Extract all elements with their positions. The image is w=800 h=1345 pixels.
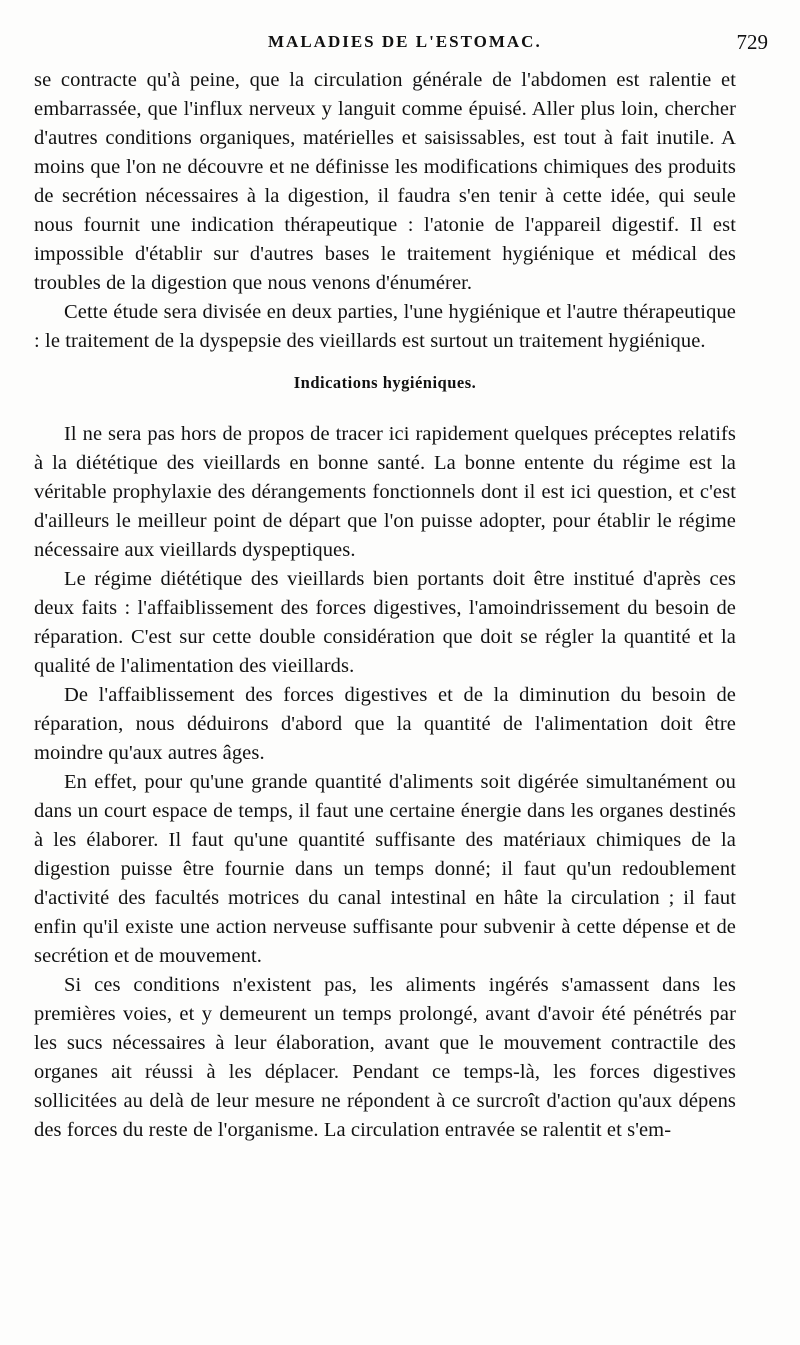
section-heading: Indications hygiéniques. [293, 373, 477, 392]
page-number: 729 [736, 30, 768, 54]
paragraph: Il ne sera pas hors de propos de tracer ici rapidement quelques préceptes relatifs à la diététique des vieillards en bonne santé. La bonne entente du régime est la véritable prophylaxie des dérangements fonctionnels dont il est ici question, et c'est d'ailleurs le meilleur point de départ que l'on puisse adopter, pour établir le régime nécessaire aux vieillards dyspeptiques. [34, 423, 736, 561]
running-header [0, 30, 800, 60]
paragraph: De l'affaiblissement des forces digestives et de la diminution du besoin de réparation, nous déduirons d'abord que la quantité de l'alimentation doit être moindre qu'aux autres âges. [34, 684, 736, 764]
paragraph-continued: se contracte qu'à peine, que la circulation générale de l'abdomen est ralentie et embarrassée, que l'influx nerveux y languit comme épuisé. Aller plus loin, chercher d'autres conditions organiques, matérielles et saisissables, est tout à fait inutile. A moins que l'on ne découvre et ne définisse les modifications chimiques des produits de secrétion nécessaires à la digestion, il faudra s'en tenir à cette idée, qui seule nous fournit une indication thérapeutique : l'atonie de l'appareil digestif. Il est impossible d'établir sur d'autres bases le traitement hygiénique et médical des troubles de la digestion que nous venons d'énumérer. [34, 69, 736, 294]
paragraph: En effet, pour qu'une grande quantité d'aliments soit digérée simultanément ou dans un court espace de temps, il faut une certaine énergie dans les organes destinés à les élaborer. Il faut qu'une quantité suffisante des matériaux chimiques de la digestion puisse être fournie dans un temps donné; il faut qu'un redoublement d'activité des facultés motrices du canal intestinal en hâte la circulation ; il faut enfin qu'il existe une action nerveuse suffisante pour subvenir à cette dépense et de secrétion et de mouvement. [34, 771, 736, 967]
paragraph: Le régime diététique des vieillards bien portants doit être institué d'après ces deux faits : l'affaiblissement des forces digestives, l'amoindrissement du besoin de réparation. C'est sur cette double considération que doit se régler la quantité et la qualité de l'alimentation des vieillards. [34, 568, 736, 677]
paragraph: Cette étude sera divisée en deux parties, l'une hygiénique et l'autre thérapeutique : le traitement de la dyspepsie des vieillards est surtout un traitement hygiénique. [34, 301, 736, 352]
running-title: MALADIES DE L'ESTOMAC. [268, 32, 542, 51]
paragraph: Si ces conditions n'existent pas, les aliments ingérés s'amassent dans les premières voies, et y demeurent un temps prolongé, avant d'avoir été pénétrés par les sucs nécessaires à leur élaboration, avant que le mouvement contractile des organes ait réussi à les déplacer. Pendant ce temps-là, les forces digestives sollicitées au delà de leur mesure ne répondent à ce surcroît d'action qu'aux dépens des forces du reste de l'organisme. La circulation entravée se ralentit et s'em- [34, 974, 736, 1141]
main-text [34, 66, 736, 1145]
